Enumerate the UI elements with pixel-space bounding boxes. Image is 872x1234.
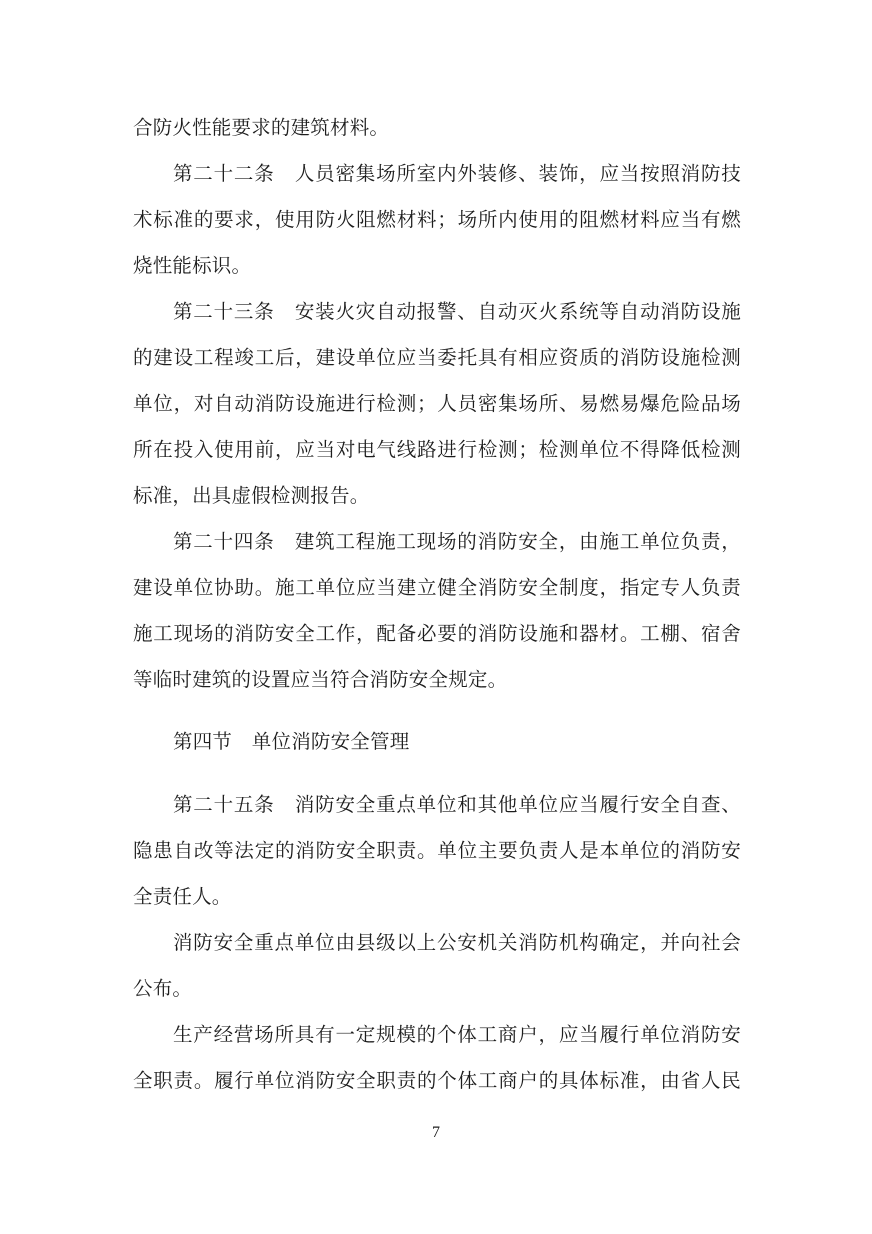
text-line: 消防安全重点单位由县级以上公安机关消防机构确定，并向社会 [173, 933, 741, 954]
text-line: 合防火性能要求的建筑材料。 [133, 118, 390, 139]
text-line: 术标准的要求，使用防火阻燃材料；场所内使用的阻燃材料应当有燃 [133, 210, 741, 231]
text-line: 第二十四条 建筑工程施工现场的消防安全，由施工单位负责， [173, 532, 741, 553]
text-line: 公布。 [133, 979, 193, 1000]
text-line: 所在投入使用前，应当对电气线路进行检测；检测单位不得降低检测 [133, 440, 741, 461]
text-line: 建设单位协助。施工单位应当建立健全消防安全制度，指定专人负责 [133, 578, 741, 599]
text-line: 全职责。履行单位消防安全职责的个体工商户的具体标准，由省人民 [133, 1071, 741, 1092]
text-line: 烧性能标识。 [133, 256, 252, 277]
text-line: 第二十五条 消防安全重点单位和其他单位应当履行安全自查、 [173, 795, 741, 816]
section-heading: 第四节 单位消防安全管理 [173, 732, 410, 753]
text-line: 全责任人。 [133, 887, 232, 908]
text-line: 第二十二条 人员密集场所室内外装修、装饰，应当按照消防技 [173, 164, 741, 185]
text-line: 生产经营场所具有一定规模的个体工商户，应当履行单位消防安 [173, 1025, 741, 1046]
text-line: 标准，出具虚假检测报告。 [133, 486, 370, 507]
text-line: 单位，对自动消防设施进行检测；人员密集场所、易燃易爆危险品场 [133, 394, 741, 415]
text-line: 施工现场的消防安全工作，配备必要的消防设施和器材。工棚、宿舍 [133, 624, 741, 645]
text-block [133, 106, 741, 1105]
text-line: 等临时建筑的设置应当符合消防安全规定。 [133, 670, 508, 691]
page-number: 7 [432, 1124, 440, 1141]
text-line: 隐患自改等法定的消防安全职责。单位主要负责人是本单位的消防安 [133, 841, 741, 862]
text-line: 第二十三条 安装火灾自动报警、自动灭火系统等自动消防设施 [173, 302, 741, 323]
text-line: 的建设工程竣工后，建设单位应当委托具有相应资质的消防设施检测 [133, 348, 741, 369]
